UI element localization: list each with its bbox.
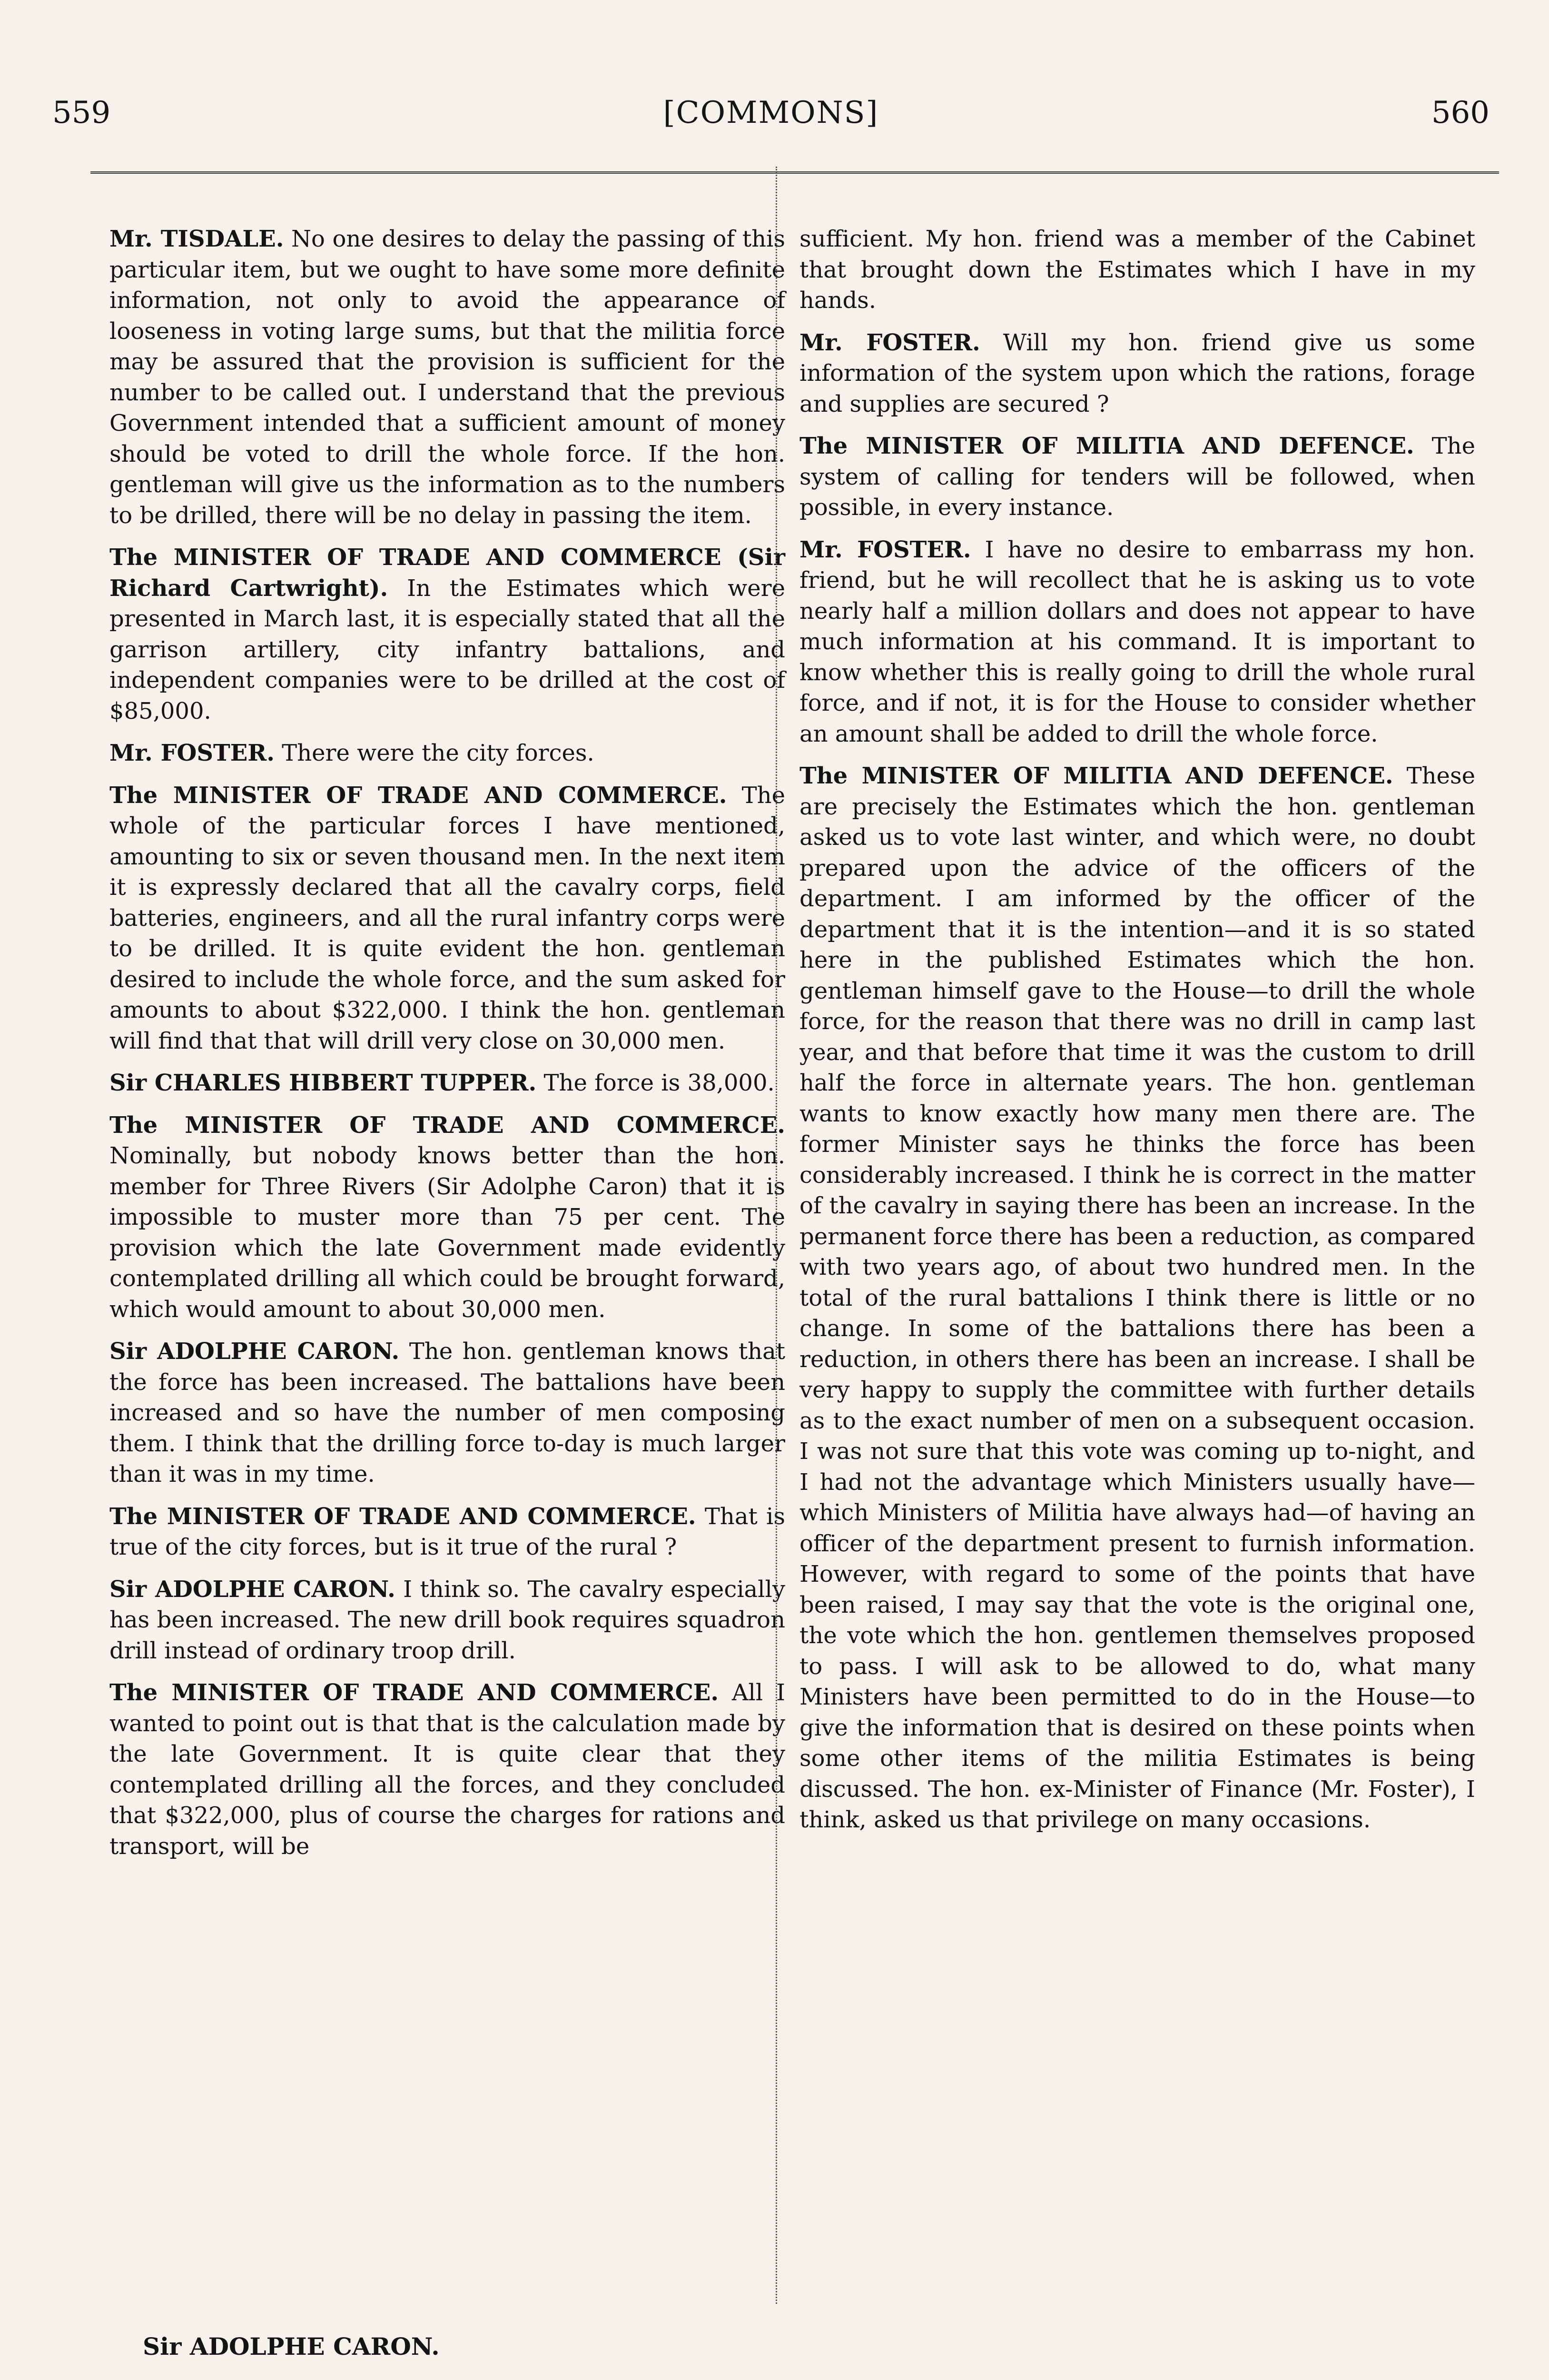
speaker-name: Mr. FOSTER. (799, 329, 980, 356)
speaker-name: Mr. FOSTER. (109, 740, 275, 766)
column-divider (776, 167, 777, 2304)
left-column (109, 224, 785, 1873)
speaker-name: Sir ADOLPHE CARON. (109, 1338, 400, 1365)
speech-text: The whole of the particular forces I have mentioned, amounting to six or seven thousand men. In the next item it is expressly declared that all the cavalry corps, field batteries, engineers, and all the rural infantry corps were to be drilled. It is quite evident the hon. gentleman desired to include the whole force, and the sum asked for amounts to about $322,000. I think the hon. gentleman will find that that will drill very close on 30,000 men. (109, 782, 785, 1054)
speech-text: Nominally, but nobody knows better than the hon. member for Three Rivers (Sir Adolphe Caron) that it is impossible to muster more than 75 per cent. The provision which the late Government made evidently contemplated drilling all which could be brought forward, which would amount to about 30,000 men. (109, 1142, 785, 1323)
speech-text: Will my hon. friend give us some information of the system upon which the rations, forage and supplies are secured ? (799, 329, 1475, 417)
speech-paragraph (799, 224, 1475, 316)
speech-paragraph (109, 224, 785, 531)
speech-text: In the Estimates which were presented in March last, it is especially stated that all the garrison artillery, city infantry battalions, and independent companies were to be drilled at the cost of $85,000. (109, 575, 786, 724)
right-page-number: 560 (1431, 95, 1490, 130)
speaker-name: Mr. FOSTER. (799, 536, 971, 563)
speaker-name: The MINISTER OF MILITIA AND DEFENCE. (799, 433, 1414, 459)
speech-text: I have no desire to embarrass my hon. friend, but he will recollect that he is asking us to vote nearly half a million dollars and does not appear to have much information at his command. It is important to know whether this is really going to drill the whole rural force, and if not, it is for the House to consider whether an amount shall be added to drill the whole force. (799, 536, 1475, 747)
speech-paragraph (799, 761, 1475, 1835)
speaker-name: The MINISTER OF MILITIA AND DEFENCE. (799, 763, 1393, 789)
speech-text: The system of calling for tenders will be followed, when possible, in every instance. (799, 433, 1475, 521)
speech-text: The hon. gentleman knows that the force has been increased. The battalions have been increased and so have the number of men composing them. I think that the drilling force to-day is much larger than it was in my time. (109, 1338, 786, 1488)
speech-paragraph (109, 1501, 785, 1563)
speech-text: These are precisely the Estimates which the hon. gentleman asked us to vote last winter, and which were, no doubt prepared upon the advice of the officers of the department. I am informed by the officer of the department that it is the intention—and it is so stated here in the published Estimates which the hon. gentleman himself gave to the House—to drill the whole force, for the reason that there was no drill in camp last year, and that before that time it was the custom to drill half the force in alternate years. The hon. gentleman wants to know exactly how many men there are. The former Minister says he thinks the force has been considerably increased. I think he is correct in the matter of the cavalry in saying there has been an increase. In the permanent force there has been a reduction, as compared with two years ago, of about two hundred men. In the total of the rural battalions I think there is little or no change. In some of the battalions there has been a reduction, in others there has been an increase. I shall be very happy to supply the committee with further details as to the exact number of men on a subsequent occasion. I was not sure that this vote was coming up to-night, and I had not the advantage which Ministers usually have—which Ministers of Militia have always had—of having an officer of the department present to furnish information. However, with regard to some of the points that have been raised, I may say that the vote is the original one, the vote which the hon. gentlemen themselves proposed to pass. I will ask to be allowed to do, what many Ministers have been permitted to do in the House—to give the information that is desired on these points when some other items of the militia Estimates is being discussed. The hon. ex-Minister of Finance (Mr. Foster), I think, asked us that privilege on many occasions. (799, 763, 1475, 1833)
speech-paragraph (109, 1068, 785, 1099)
left-page-number: 559 (52, 95, 111, 130)
speaker-name: The MINISTER OF TRADE AND COMMERCE (Sir Richard Cartwright). (109, 544, 785, 602)
speaker-name: Sir CHARLES HIBBERT TUPPER. (109, 1070, 537, 1096)
speech-paragraph (109, 780, 785, 1057)
speech-text: I think so. The cavalry especially has been increased. The new drill book requires squadron drill instead of ordinary troop drill. (109, 1576, 785, 1664)
speaker-name: The MINISTER OF TRADE AND COMMERCE. (109, 1679, 719, 1706)
speaker-name: The MINISTER OF TRADE AND COMMERCE. (109, 782, 727, 809)
catchword: Sir ADOLPHE CARON. (143, 2332, 440, 2360)
speech-text: All I wanted to point out is that that is the calculation made by the late Government. It is quite clear that they contemplated drilling all the forces, and they concluded that $322,000, plus of course the charges for rations and transport, will be (109, 1679, 786, 1860)
right-column (799, 224, 1475, 1847)
speech-paragraph (109, 1677, 785, 1862)
header-rule (90, 171, 1499, 174)
speech-paragraph (109, 1574, 785, 1666)
page-header (52, 95, 1490, 152)
speech-paragraph (799, 431, 1475, 523)
speech-paragraph (799, 535, 1475, 750)
speech-text: There were the city forces. (282, 740, 594, 766)
speech-text: The force is 38,000. (543, 1070, 775, 1096)
speaker-name: Sir ADOLPHE CARON. (109, 1576, 395, 1603)
speaker-name: The MINISTER OF TRADE AND COMMERCE. (109, 1111, 785, 1139)
speech-paragraph (109, 542, 785, 726)
speech-paragraph (109, 1336, 785, 1490)
page-title: [COMMONS] (663, 95, 879, 130)
speech-text: No one desires to delay the passing of this particular item, but we ought to have some more definite information, not only to avoid the appearance of looseness in voting large sums, but that the militia force may be assured that the provision is sufficient for the number to be called out. I understand that the previous Government intended that a sufficient amount of money should be voted to drill the whole force. If the hon. gentleman will give us the information as to the numbers to be drilled, there will be no delay in passing the item. (109, 226, 786, 529)
speech-paragraph (799, 327, 1475, 420)
speaker-name: The MINISTER OF TRADE AND COMMERCE. (109, 1503, 696, 1530)
speaker-name: Mr. TISDALE. (109, 226, 284, 252)
speech-paragraph (109, 1110, 785, 1325)
speech-text: That is true of the city forces, but is it true of the rural ? (109, 1503, 785, 1560)
speech-paragraph (109, 738, 785, 769)
speech-text: sufficient. My hon. friend was a member of the Cabinet that brought down the Estimates which I have in my hands. (799, 226, 1475, 314)
